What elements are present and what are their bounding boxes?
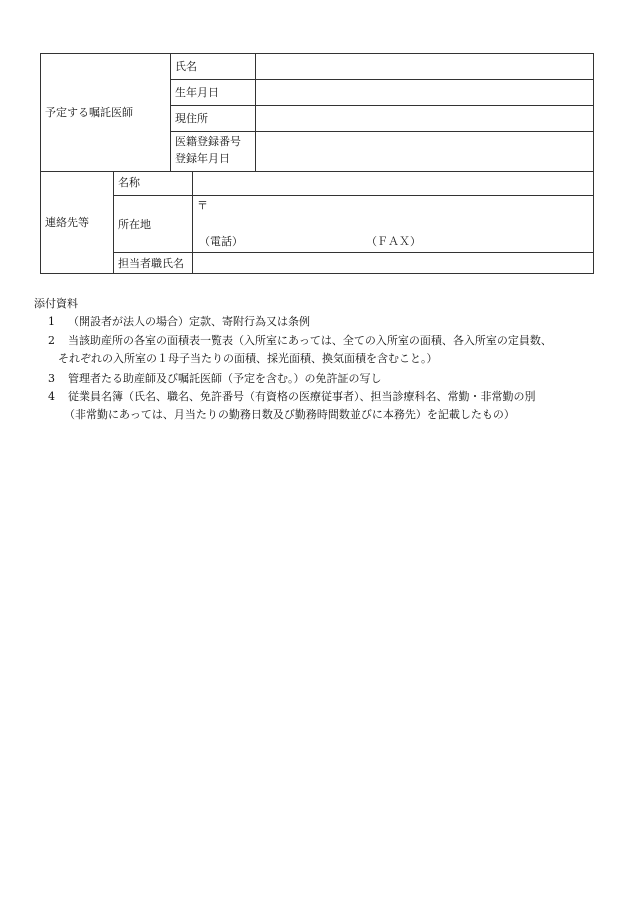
attachment-number: 1 bbox=[48, 315, 55, 328]
col-divider bbox=[113, 171, 114, 274]
col-divider bbox=[255, 54, 256, 171]
row-divider bbox=[170, 105, 594, 106]
field-label-registration-date: 登録年月日 bbox=[175, 152, 230, 165]
col-divider bbox=[170, 54, 171, 171]
attachment-item-continuation: （非常勤にあっては、月当たりの勤務日数及び勤務時間数並びに本務先）を記載したもの） bbox=[64, 408, 515, 421]
fax-label: （ＦＡＸ） bbox=[366, 235, 421, 248]
attachment-number: 4 bbox=[48, 390, 55, 403]
attachment-item-continuation: それぞれの入所室の１母子当たりの面積、採光面積、換気面積を含むこと。） bbox=[58, 352, 438, 365]
attachment-number: 3 bbox=[48, 372, 55, 385]
field-label-birthdate: 生年月日 bbox=[175, 86, 219, 99]
contact-section-label: 連絡先等 bbox=[45, 216, 89, 229]
attachment-item: 当該助産所の各室の面積表一覧表（入所室にあっては、全ての入所室の面積、各入所室の定員数、 bbox=[68, 334, 552, 347]
field-label-name: 氏名 bbox=[175, 60, 197, 73]
row-divider bbox=[113, 252, 594, 253]
attachment-item: （開設者が法人の場合）定款、寄附行為又は条例 bbox=[68, 315, 310, 328]
postal-mark: 〒 bbox=[197, 199, 208, 212]
field-label-location: 所在地 bbox=[118, 218, 151, 231]
col-divider bbox=[192, 171, 193, 274]
attachment-item: 従業員名簿（氏名、職名、免許番号（有資格の医療従事者）、担当診療科名、常勤・非常勤の別 bbox=[68, 390, 536, 403]
row-divider bbox=[113, 195, 594, 196]
attachment-number: 2 bbox=[48, 334, 55, 347]
attachment-item: 管理者たる助産師及び嘱託医師（予定を含む。）の免許証の写し bbox=[68, 372, 382, 385]
row-divider bbox=[170, 79, 594, 80]
field-label-registration-number: 医籍登録番号 bbox=[175, 135, 241, 148]
application-form-table bbox=[40, 53, 594, 274]
row-divider bbox=[170, 131, 594, 132]
attachments-heading: 添付資料 bbox=[34, 297, 78, 310]
phone-label: （電話） bbox=[199, 235, 243, 248]
field-label-address: 現住所 bbox=[175, 112, 208, 125]
field-label-facility-name: 名称 bbox=[118, 176, 140, 189]
doctor-section-label: 予定する嘱託医師 bbox=[45, 106, 133, 119]
section-divider bbox=[41, 171, 594, 172]
field-label-person-in-charge: 担当者職氏名 bbox=[118, 257, 184, 270]
